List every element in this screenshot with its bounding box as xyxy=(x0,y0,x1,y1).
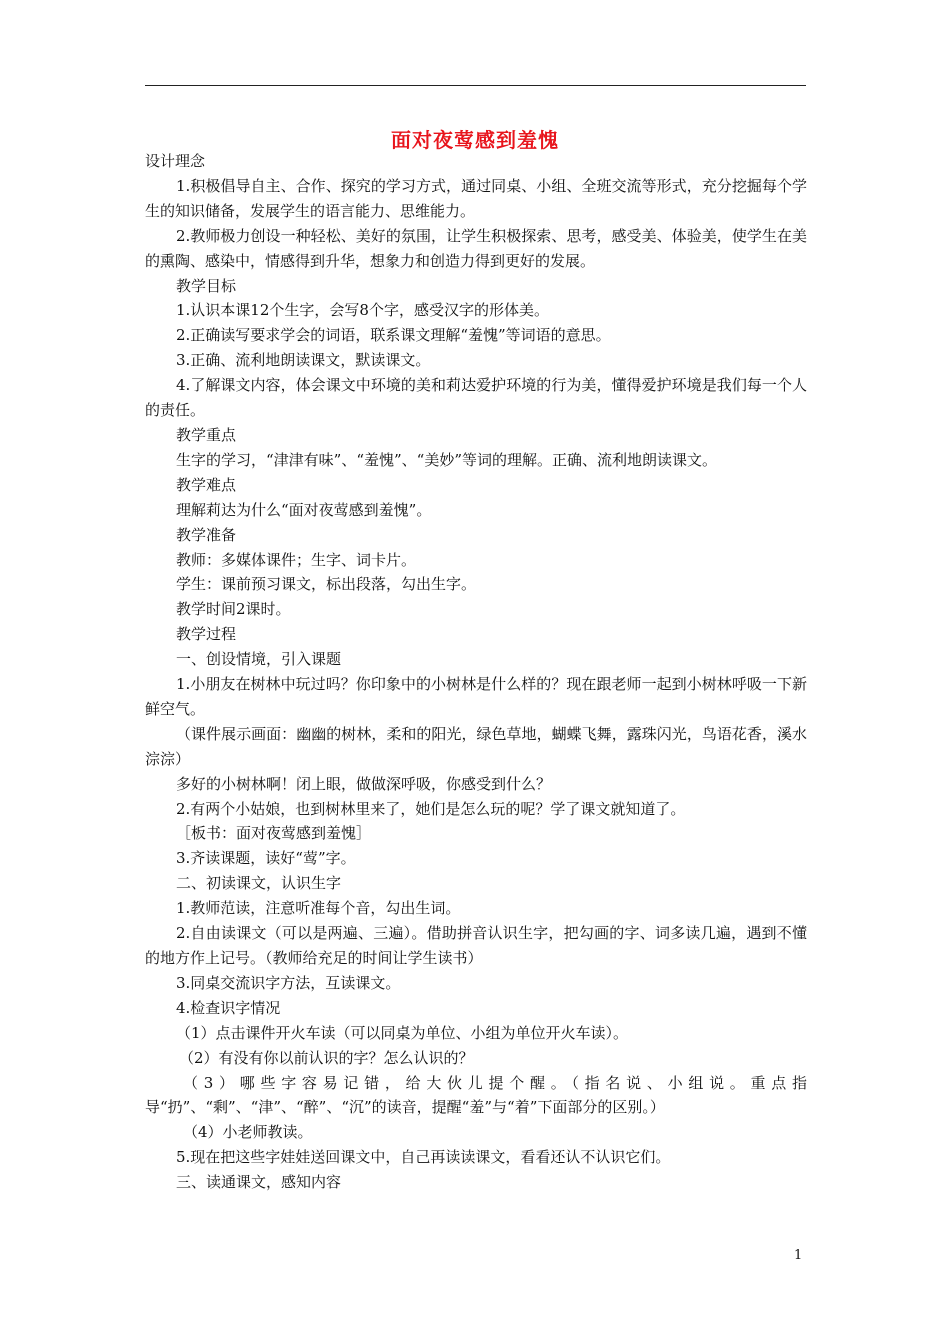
paragraph: 2.正确读写要求学会的词语，联系课文理解“羞愧”等词语的意思。 xyxy=(176,326,611,345)
section-heading: 一、创设情境，引入课题 xyxy=(176,650,342,669)
section-heading: 二、初读课文，认识生字 xyxy=(176,874,342,893)
paragraph: 教师：多媒体课件；生字、词卡片。 xyxy=(176,550,417,569)
paragraph: 3.正确、流利地朗读课文，默读课文。 xyxy=(176,351,431,370)
section-heading: 三、读通课文，感知内容 xyxy=(176,1173,342,1192)
paragraph: ［板书：面对夜莺感到羞愧］ xyxy=(176,824,372,843)
paragraph: 生字的学习，“津津有味”、“羞愧”、“美妙”等词的理解。正确、流利地朗读课文。 xyxy=(176,450,718,469)
paragraph: （2）有没有你以前认识的字？怎么认识的？ xyxy=(179,1048,474,1067)
paragraph: 3.同桌交流识字方法，互读课文。 xyxy=(176,973,401,992)
paragraph: 2.有两个小姑娘，也到树林里来了，她们是怎么玩的呢？学了课文就知道了。 xyxy=(176,799,686,818)
section-heading: 教学目标 xyxy=(176,276,237,295)
paragraph: 教学时间2课时。 xyxy=(176,600,291,619)
section-heading: 教学难点 xyxy=(176,475,237,494)
paragraph: 2.自由读课文（可以是两遍、三遍）。借助拼音认识生字，把勾画的字、词多读几遍，遇到不懂的地方作上记号。（教师给充足的时间让学生读书） xyxy=(145,924,807,967)
section-heading: 教学准备 xyxy=(176,525,237,544)
paragraph: 1.小朋友在树林中玩过吗？你印象中的小树林是什么样的？现在跟老师一起到小树林呼吸一下新鲜空气。 xyxy=(145,675,807,718)
paragraph: 多好的小树林啊！闭上眼，做做深呼吸，你感受到什么？ xyxy=(176,774,552,793)
paragraph: 4.了解课文内容，体会课文中环境的美和莉达爱护环境的行为美，懂得爱护环境是我们每一个人的责任。 xyxy=(145,376,807,420)
paragraph: 2.教师极力创设一种轻松、美好的氛围，让学生积极探索、思考，感受美、体验美，使学生在美的熏陶、感染中，情感得到升华，想象力和创造力得到更好的发展。 xyxy=(145,226,807,270)
paragraph: （4）小老师教读。 xyxy=(183,1123,313,1142)
paragraph: 4.检查识字情况 xyxy=(176,998,281,1017)
document-body xyxy=(145,149,807,1195)
page-number: 1 xyxy=(794,1248,803,1263)
section-heading: 设计理念 xyxy=(145,152,206,170)
paragraph: 理解莉达为什么“面对夜莺感到羞愧”。 xyxy=(176,500,432,519)
paragraph: （1）点击课件开火车读（可以同桌为单位、小组为单位开火车读）。 xyxy=(176,1023,629,1042)
paragraph: 学生：课前预习课文，标出段落，勾出生字。 xyxy=(176,575,477,594)
paragraph: 3.齐读课题，读好“莺”字。 xyxy=(176,849,356,868)
paragraph: 5.现在把这些字娃娃送回课文中，自己再读读课文，看看还认不认识它们。 xyxy=(176,1148,671,1167)
paragraph: 1.积极倡导自主、合作、探究的学习方式，通过同桌、小组、全班交流等形式，充分挖掘每个学生的知识储备，发展学生的语言能力、思维能力。 xyxy=(145,176,807,220)
section-heading: 教学重点 xyxy=(176,425,237,444)
document-title: 面对夜莺感到羞愧 xyxy=(391,128,559,152)
section-heading: 教学过程 xyxy=(176,625,237,644)
paragraph: 1.认识本课12个生字，会写8个字，感受汉字的形体美。 xyxy=(176,301,549,320)
paragraph: （课件展示画面：幽幽的树林，柔和的阳光，绿色草地，蝴蝶飞舞，露珠闪光，鸟语花香，溪水淙淙） xyxy=(145,724,807,768)
paragraph: （3）哪些字容易记错，给大伙儿提个醒。（指名说、小组说。重点指导“扔”、“剩”、“津”、“醉”、“沉”的读音，提醒“羞”与“着”下面部分的区别。） xyxy=(145,1073,807,1117)
paragraph: 1.教师范读，注意听准每个音，勾出生词。 xyxy=(176,899,461,918)
header-rule xyxy=(145,85,806,86)
